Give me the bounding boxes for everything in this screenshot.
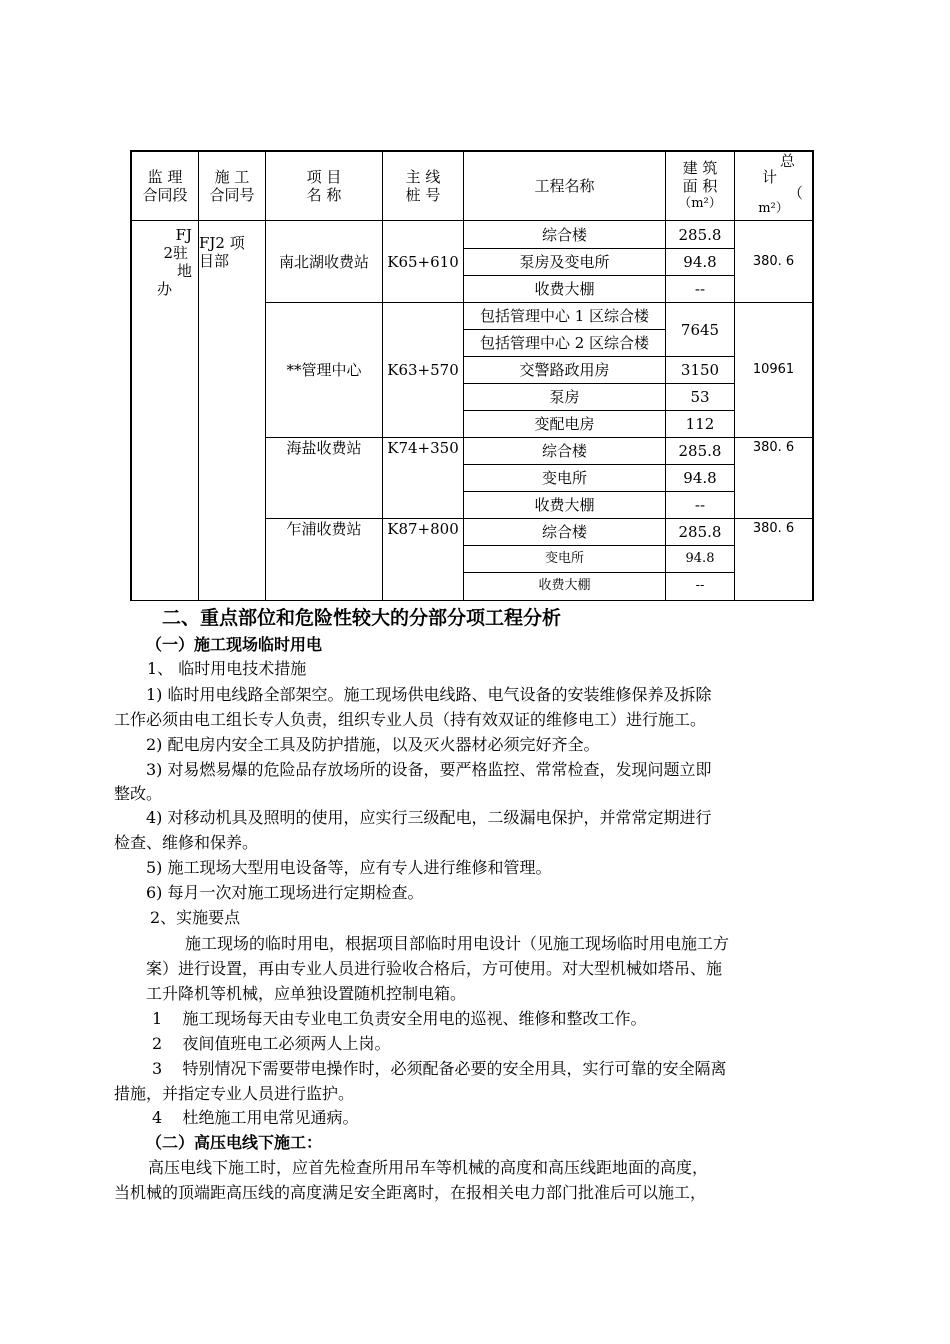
- work-name: [464, 438, 665, 464]
- group-station: [383, 303, 463, 437]
- work-name: [464, 330, 665, 356]
- header-text: 合同号: [209, 186, 255, 204]
- header-text: 名 称: [306, 186, 342, 204]
- group-name-text: 海盐收费站: [286, 439, 362, 457]
- work-name: [464, 276, 665, 302]
- project-area-table: [130, 150, 814, 601]
- work-area: [666, 573, 734, 599]
- group-station-text: K74+350: [387, 439, 459, 457]
- group-station-text: K87+800: [387, 520, 459, 538]
- work-name: [464, 357, 665, 383]
- work-name: [464, 303, 665, 329]
- paragraph-line: 1) 临时用电线路全部架空。施工现场供电线路、电气设备的安装维修保养及拆除: [146, 685, 712, 704]
- group-station: [383, 519, 463, 601]
- paragraph-line: 措施，并指定专业人员进行监护。: [114, 1084, 355, 1103]
- work-area-text: 53: [690, 388, 710, 406]
- header-work-name: [464, 152, 665, 220]
- paragraph-line: 2) 配电房内安全工具及防护措施，以及灭火器材必须完好齐全。: [146, 735, 600, 754]
- header-text: 监 理: [147, 168, 183, 186]
- group-name: [266, 519, 382, 601]
- header-contract: [199, 152, 265, 220]
- group-name: [266, 438, 382, 519]
- paragraph-line: 6) 每月一次对施工现场进行定期检查。: [146, 883, 424, 902]
- header-total: [735, 150, 812, 220]
- header-text: 工程名称: [534, 177, 595, 195]
- work-area-text: 94.8: [683, 469, 717, 487]
- work-name: [464, 249, 665, 275]
- work-name-text: 收费大棚: [534, 280, 595, 298]
- work-name: [464, 492, 665, 518]
- work-name-text: 变电所: [544, 551, 584, 566]
- section-title: 二、重点部位和危险性较大的分部分项工程分析: [162, 607, 562, 629]
- work-area: [666, 411, 734, 437]
- work-area-text: 94.8: [685, 551, 715, 566]
- paragraph-line: 当机械的顶端距高压线的高度满足安全距离时，在报相关电力部门批准后可以施工，: [114, 1183, 707, 1202]
- numbered-line: 4 杜绝施工用电常见通病。: [152, 1108, 359, 1127]
- contract-cell: [199, 222, 265, 282]
- group-name: [266, 303, 382, 437]
- work-name: [464, 573, 665, 599]
- paragraph-line: 高压电线下施工时，应首先检查所用吊车等机械的高度和高压线距地面的高度，: [148, 1158, 709, 1177]
- header-text: （m²）: [678, 196, 722, 211]
- work-name-text: 综合楼: [541, 442, 587, 460]
- table-border-right: [812, 150, 814, 601]
- work-name: [464, 519, 665, 545]
- work-area-text: 94.8: [683, 253, 717, 271]
- supervisor-text: 办: [156, 280, 172, 298]
- group-station-text: K65+610: [387, 252, 459, 271]
- work-area: [666, 249, 734, 275]
- subsection-title: （一）施工现场临时用电: [146, 635, 323, 654]
- work-area: [666, 519, 734, 545]
- work-area-text: 3150: [680, 361, 720, 379]
- paragraph-line: 5) 施工现场大型用电设备等，应有专人进行维修和管理。: [146, 858, 552, 877]
- work-area-text: --: [695, 578, 705, 593]
- work-area-text: 7645: [680, 320, 720, 339]
- work-name: [464, 221, 665, 248]
- work-area-text: 285.8: [678, 442, 722, 460]
- header-text: 项 目: [306, 168, 342, 186]
- group-total: [735, 438, 812, 519]
- paragraph-line: 施工现场的临时用电，根据项目部临时用电设计（见施工现场临时用电施工方: [185, 934, 730, 953]
- work-area: [666, 465, 734, 491]
- header-supervisor: [132, 152, 198, 220]
- work-area: [666, 438, 734, 464]
- group-total-text: 10961: [752, 362, 795, 377]
- group-name-text: 南北湖收费站: [278, 252, 369, 271]
- group-name-text: 乍浦收费站: [286, 520, 362, 538]
- supervisor-cell: [132, 222, 198, 302]
- numbered-line: 2 夜间值班电工必须两人上岗。: [152, 1034, 391, 1053]
- paragraph-line: 工作必须由电工组长专人负责，组织专业人员（持有效双证的维修电工）进行施工。: [114, 710, 707, 729]
- work-area: [666, 221, 734, 248]
- work-name-text: 变电所: [541, 469, 587, 487]
- paragraph-line: 整改。: [114, 784, 163, 803]
- header-text: 桩 号: [405, 186, 441, 204]
- contract-text: FJ2 项: [199, 234, 245, 252]
- paragraph-line: 3) 对易燃易爆的危险品存放场所的设备，要严格监控、常常检查，发现问题立即: [146, 760, 712, 779]
- work-name-text: 综合楼: [541, 225, 587, 244]
- header-text: 建 筑: [682, 159, 718, 177]
- work-area: [666, 303, 734, 356]
- work-name: [464, 384, 665, 410]
- contract-text: 目部: [199, 252, 230, 270]
- header-text: m²）: [758, 201, 789, 216]
- work-area-text: --: [694, 280, 706, 298]
- numbered-line: 3 特别情况下需要带电操作时，必须配备必要的安全用具，实行可靠的安全隔离: [152, 1059, 727, 1078]
- header-text: 合同段: [142, 186, 188, 204]
- work-area-text: 285.8: [678, 523, 722, 541]
- work-name-text: 收费大棚: [538, 578, 591, 593]
- work-area: [666, 384, 734, 410]
- header-text: 总: [779, 152, 795, 170]
- work-name-text: 包括管理中心 1 区综合楼: [479, 307, 650, 325]
- table-border-bottom: [130, 600, 814, 601]
- work-name-text: 变配电房: [534, 415, 595, 433]
- numbered-line: 1 施工现场每天由专业电工负责安全用电的巡视、维修和整改工作。: [152, 1009, 647, 1028]
- paragraph-line: 案）进行设置，再由专业人员进行验收合格后，方可使用。对大型机械如塔吊、施: [146, 959, 723, 978]
- work-area-text: 285.8: [678, 225, 722, 244]
- paragraph-line: 检查、维修和保养。: [114, 833, 259, 852]
- header-building-area: [666, 152, 734, 220]
- work-name-text: 收费大棚: [534, 496, 595, 514]
- work-area: [666, 276, 734, 302]
- item-heading: 1、 临时用电技术措施: [147, 659, 307, 678]
- group-name: [266, 221, 382, 302]
- work-area: [666, 492, 734, 518]
- work-name: [464, 465, 665, 491]
- work-name-text: 泵房及变电所: [519, 253, 610, 271]
- group-total-text: 380. 6: [752, 440, 795, 455]
- paragraph-line: 工升降机等机械，应单独设置随机控制电箱。: [146, 984, 467, 1003]
- work-name: [464, 411, 665, 437]
- paragraph-line: 4) 对移动机具及照明的使用，应实行三级配电，二级漏电保护，并常常定期进行: [146, 808, 712, 827]
- group-station: [383, 438, 463, 519]
- work-area: [666, 357, 734, 383]
- supervisor-text: 地: [176, 262, 192, 280]
- item-heading: 2、实施要点: [150, 908, 241, 927]
- group-total: [735, 519, 812, 601]
- supervisor-text: FJ: [175, 226, 192, 244]
- work-name-text: 综合楼: [541, 523, 587, 541]
- group-name-text: **管理中心: [286, 361, 362, 379]
- header-text: 施 工: [214, 168, 250, 186]
- group-station-text: K63+570: [387, 361, 459, 379]
- work-name: [464, 546, 665, 572]
- header-project-name: [266, 152, 382, 220]
- subsection-title: （二）高压电线下施工：: [146, 1133, 323, 1152]
- group-total: [735, 303, 812, 437]
- header-text: 面 积: [682, 177, 718, 195]
- work-area-text: --: [694, 496, 706, 514]
- work-area: [666, 546, 734, 572]
- group-total-text: 380. 6: [752, 521, 795, 536]
- work-name-text: 泵房: [549, 388, 580, 406]
- header-text: （: [787, 184, 803, 202]
- work-name-text: 包括管理中心 2 区综合楼: [479, 334, 650, 352]
- supervisor-text: 2驻: [163, 244, 188, 262]
- header-text: 主 线: [405, 168, 441, 186]
- header-text: 计: [761, 168, 777, 186]
- work-area-text: 112: [685, 415, 715, 433]
- work-name-text: 交警路政用房: [519, 361, 610, 379]
- group-total: [735, 221, 812, 302]
- group-station: [383, 221, 463, 302]
- header-station: [383, 152, 463, 220]
- group-total-text: 380. 6: [752, 253, 795, 269]
